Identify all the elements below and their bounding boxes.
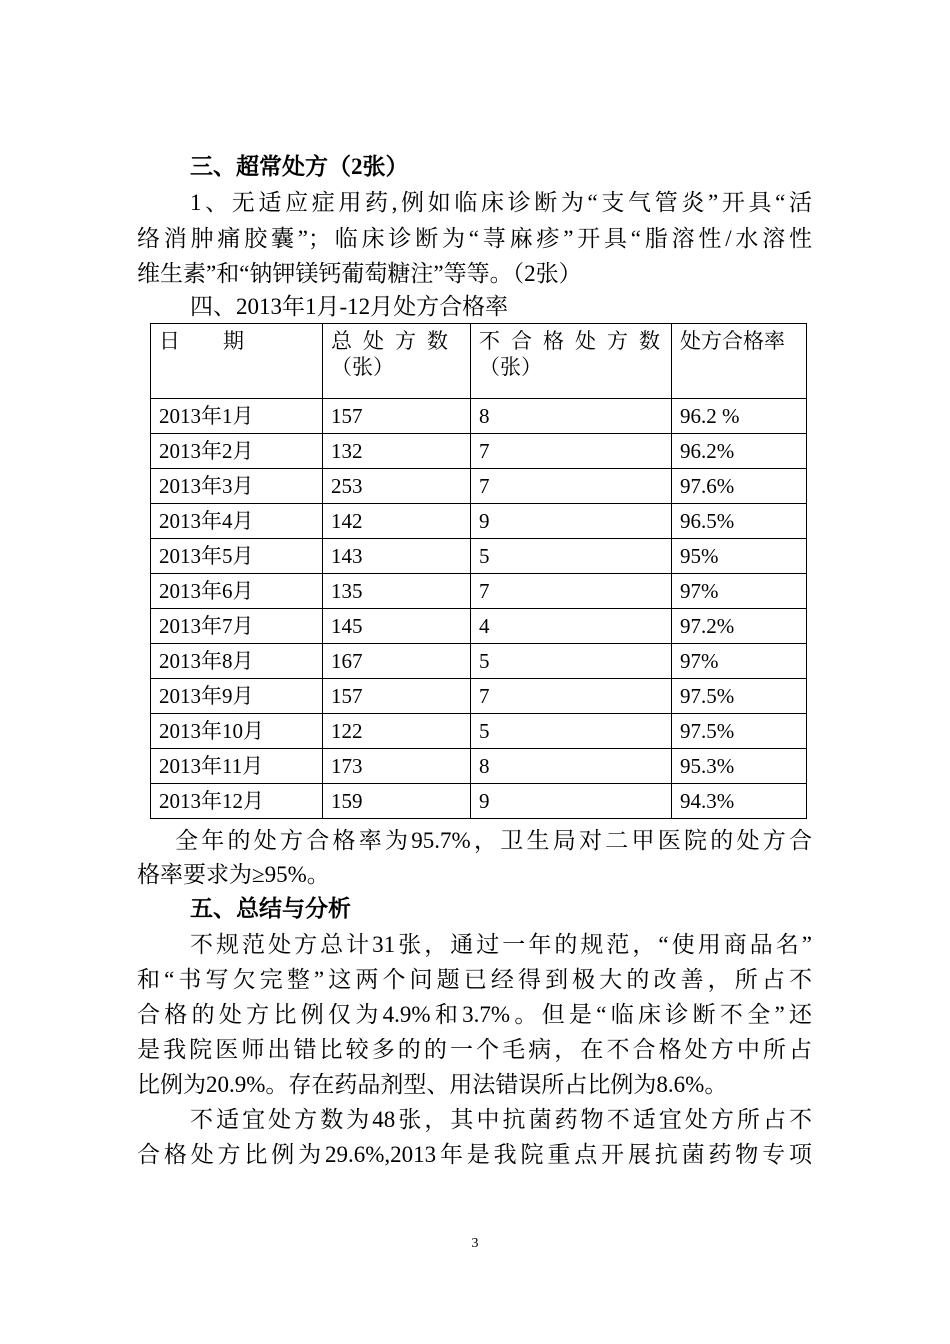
cell-date: 2013年7月 <box>151 609 323 644</box>
section-5-para1-line-4: 是我院医师出错比较多的的一个毛病，在不合格处方中所占 <box>137 1037 812 1062</box>
prescription-rate-table <box>150 323 807 819</box>
cell-unqualified: 4 <box>471 609 672 644</box>
page-number: 3 <box>471 1236 479 1251</box>
cell-total: 159 <box>323 784 471 819</box>
header-rate: 处方合格率 <box>672 324 807 399</box>
table-row <box>151 539 807 574</box>
section-5-para2-line-1: 不适宜处方数为48张，其中抗菌药物不适宜处方所占不 <box>190 1107 812 1132</box>
cell-unqualified: 7 <box>471 469 672 504</box>
annual-rate-summary-line-2: 格率要求为≥95%。 <box>137 862 330 887</box>
cell-date: 2013年3月 <box>151 469 323 504</box>
cell-rate: 97.5% <box>672 714 807 749</box>
cell-rate: 96.2 % <box>672 399 807 434</box>
cell-date: 2013年6月 <box>151 574 323 609</box>
section-3-para-line-3: 维生素”和“钠钾镁钙葡萄糖注”等等。（2张） <box>137 261 582 286</box>
cell-rate: 95% <box>672 539 807 574</box>
section-5-heading: 五、总结与分析 <box>190 896 351 921</box>
cell-rate: 97.2% <box>672 609 807 644</box>
table-row <box>151 784 807 819</box>
cell-unqualified: 8 <box>471 399 672 434</box>
cell-date: 2013年12月 <box>151 784 323 819</box>
section-5-para2-line-2: 合格处方比例为29.6%,2013年是我院重点开展抗菌药物专项 <box>137 1142 812 1167</box>
table-row <box>151 644 807 679</box>
cell-unqualified: 9 <box>471 784 672 819</box>
table-row <box>151 399 807 434</box>
section-4-heading: 四、2013年1月-12月处方合格率 <box>190 294 509 319</box>
table-row <box>151 714 807 749</box>
cell-unqualified: 5 <box>471 539 672 574</box>
table-row <box>151 504 807 539</box>
section-5-para1-line-3: 合格的处方比例仅为4.9%和3.7%。但是“临床诊断不全”还 <box>137 1002 812 1027</box>
cell-total: 145 <box>323 609 471 644</box>
cell-total: 253 <box>323 469 471 504</box>
table-row <box>151 609 807 644</box>
cell-unqualified: 5 <box>471 714 672 749</box>
cell-rate: 97% <box>672 574 807 609</box>
header-date: 日 期 <box>151 324 323 399</box>
section-5-para1-line-2: 和“书写欠完整”这两个问题已经得到极大的改善，所占不 <box>137 967 812 992</box>
table-header-row <box>151 324 807 399</box>
cell-total: 143 <box>323 539 471 574</box>
table-row <box>151 434 807 469</box>
cell-total: 167 <box>323 644 471 679</box>
table-row <box>151 574 807 609</box>
cell-total: 122 <box>323 714 471 749</box>
cell-total: 173 <box>323 749 471 784</box>
cell-date: 2013年2月 <box>151 434 323 469</box>
cell-total: 132 <box>323 434 471 469</box>
table-row <box>151 749 807 784</box>
cell-total: 157 <box>323 679 471 714</box>
cell-unqualified: 7 <box>471 434 672 469</box>
cell-date: 2013年4月 <box>151 504 323 539</box>
cell-unqualified: 7 <box>471 574 672 609</box>
cell-rate: 94.3% <box>672 784 807 819</box>
header-unqualified: 不合格处方数 （张） <box>471 324 672 399</box>
cell-date: 2013年1月 <box>151 399 323 434</box>
cell-unqualified: 7 <box>471 679 672 714</box>
cell-rate: 96.2% <box>672 434 807 469</box>
section-3-heading: 三、超常处方（2张） <box>190 154 409 179</box>
table-row <box>151 679 807 714</box>
section-5-para1-line-5: 比例为20.9%。存在药品剂型、用法错误所占比例为8.6%。 <box>137 1072 728 1097</box>
header-total: 总处方数 （张） <box>323 324 471 399</box>
section-3-para-line-1: 1、无适应症用药,例如临床诊断为“支气管炎”开具“活 <box>190 190 812 215</box>
cell-rate: 96.5% <box>672 504 807 539</box>
cell-unqualified: 8 <box>471 749 672 784</box>
cell-total: 135 <box>323 574 471 609</box>
cell-rate: 95.3% <box>672 749 807 784</box>
cell-total: 142 <box>323 504 471 539</box>
cell-date: 2013年10月 <box>151 714 323 749</box>
cell-unqualified: 5 <box>471 644 672 679</box>
cell-date: 2013年8月 <box>151 644 323 679</box>
table-row <box>151 469 807 504</box>
cell-rate: 97.5% <box>672 679 807 714</box>
cell-date: 2013年11月 <box>151 749 323 784</box>
cell-unqualified: 9 <box>471 504 672 539</box>
cell-rate: 97.6% <box>672 469 807 504</box>
cell-rate: 97% <box>672 644 807 679</box>
section-5-para1-line-1: 不规范处方总计31张，通过一年的规范，“使用商品名” <box>190 932 812 957</box>
cell-total: 157 <box>323 399 471 434</box>
cell-date: 2013年5月 <box>151 539 323 574</box>
cell-date: 2013年9月 <box>151 679 323 714</box>
annual-rate-summary-line-1: 全年的处方合格率为95.7%，卫生局对二甲医院的处方合 <box>175 828 812 853</box>
section-3-para-line-2: 络消肿痛胶囊”；临床诊断为“荨麻疹”开具“脂溶性/水溶性 <box>137 226 812 251</box>
